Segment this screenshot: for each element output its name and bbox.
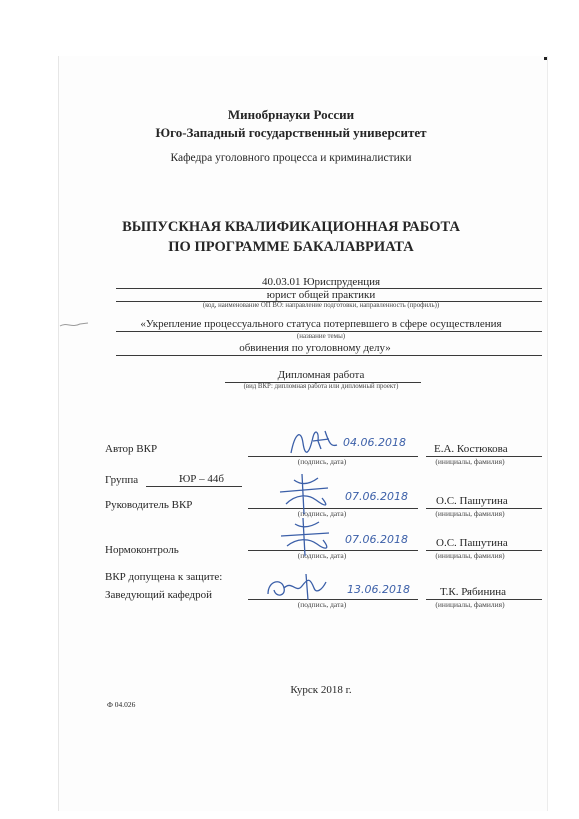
head-name: Т.К. Рябинина (440, 586, 506, 598)
head-name-caption: (инициалы, фамилия) (435, 600, 505, 609)
head-signature-icon (262, 570, 342, 606)
group-label: Группа (105, 474, 139, 486)
head-label: Заведующий кафедрой (105, 589, 212, 601)
normcontrol-label: Нормоконтроль (105, 544, 179, 556)
group-underline (146, 486, 242, 487)
topic-caption: (название темы) (296, 332, 346, 340)
normcontrol-name: О.С. Пашутина (436, 537, 508, 549)
group-value: ЮР – 44б (179, 473, 225, 485)
form-code: Ф 04.026 (107, 700, 136, 709)
head-signature-date: 13.06.2018 (347, 583, 410, 596)
scan-mark-icon (58, 318, 90, 332)
program-caption: (код, наименование ОП ВО: направление подготовки, направленность (профиль)) (202, 302, 440, 309)
supervisor-signature-icon (272, 470, 342, 518)
author-signature-date: 04.06.2018 (343, 436, 406, 449)
city-year: Курск 2018 г. (290, 684, 352, 696)
author-signature-icon (285, 425, 345, 460)
author-name-caption: (инициалы, фамилия) (435, 457, 505, 466)
normcontrol-signature-icon (275, 514, 343, 560)
normcontrol-name-caption: (инициалы, фамилия) (435, 551, 505, 560)
university-name: Юго-Западный государственный университет (155, 125, 427, 140)
ministry-title: Минобрнауки России (227, 107, 355, 122)
scan-dot-icon (544, 57, 547, 60)
supervisor-label: Руководитель ВКР (105, 499, 193, 511)
work-type-value: Дипломная работа (277, 369, 365, 381)
author-name: Е.А. Костюкова (434, 443, 508, 455)
supervisor-name: О.С. Пашутина (436, 495, 508, 507)
program-profile: юрист общей практики (266, 289, 376, 301)
work-type-caption: (вид ВКР: дипломная работа или дипломный проект) (243, 383, 399, 390)
document-title-line1: ВЫПУСКНАЯ КВАЛИФИКАЦИОННАЯ РАБОТА (122, 219, 460, 235)
normcontrol-sig-caption: (подпись, дата) (297, 551, 347, 560)
head-sig-caption: (подпись, дата) (297, 600, 347, 609)
author-sig-caption: (подпись, дата) (297, 457, 347, 466)
topic-line2: обвинения по уголовному делу» (239, 342, 391, 354)
author-label: Автор ВКР (105, 443, 158, 455)
topic-underline2 (116, 355, 542, 356)
supervisor-name-caption: (инициалы, фамилия) (435, 509, 505, 518)
program-code-name: 40.03.01 Юриспруденция (261, 276, 381, 288)
document-title-line2: ПО ПРОГРАММЕ БАКАЛАВРИАТА (168, 239, 414, 255)
supervisor-signature-date: 07.06.2018 (345, 490, 408, 503)
supervisor-sig-caption: (подпись, дата) (297, 509, 347, 518)
topic-line1: «Укрепление процессуального статуса потерпевшего в сфере осуществления (140, 318, 502, 330)
admitted-to-defense: ВКР допущена к защите: (105, 571, 223, 583)
department-name: Кафедра уголовного процесса и криминалистики (170, 152, 412, 164)
normcontrol-signature-date: 07.06.2018 (345, 533, 408, 546)
